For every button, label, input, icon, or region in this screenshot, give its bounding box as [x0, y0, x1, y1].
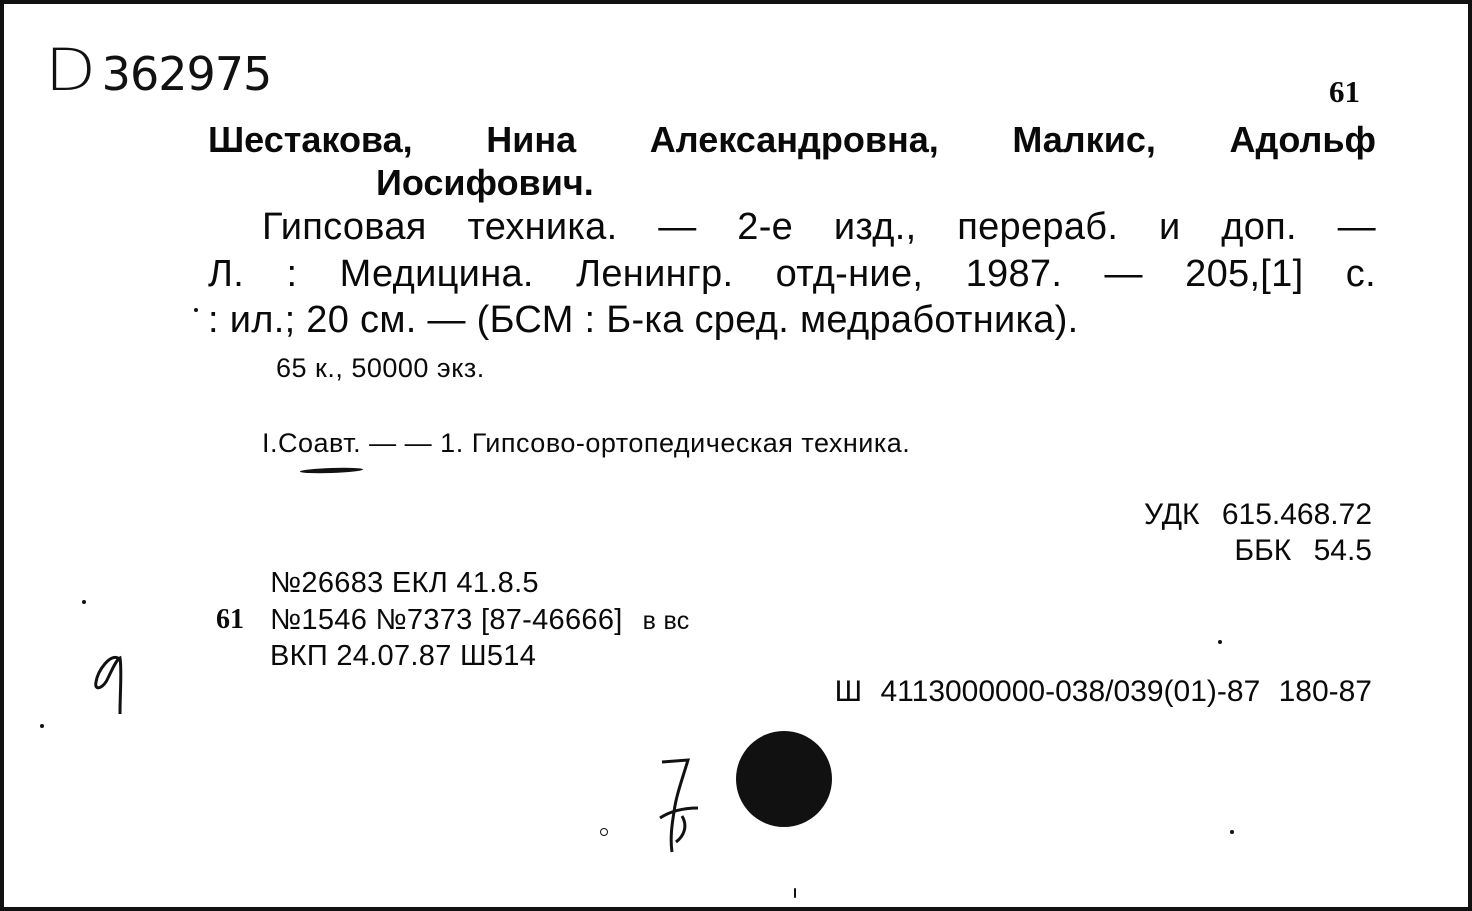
isbn-code-line: Ш 4113000000-038/039(01)-87 180-87: [834, 675, 1372, 708]
speck: [82, 600, 86, 604]
accession-digits: 362975: [101, 47, 272, 101]
author-word: Александровна,: [649, 119, 939, 160]
desc-word: техника.: [467, 206, 618, 248]
desc-word: и: [1158, 206, 1181, 248]
technical-line-2-main: №1546 №7373 [87-46666]: [270, 604, 623, 636]
speck: [194, 308, 198, 312]
desc-word: 2-е: [737, 206, 794, 248]
author-line-2: Иосифович.: [376, 162, 594, 203]
desc-word: доп.: [1221, 206, 1297, 248]
speck: [40, 724, 44, 728]
handwritten-mark-left: [90, 652, 140, 720]
desc-word: Л.: [208, 253, 245, 295]
accession-number: [44, 36, 272, 104]
author-word: Шестакова,: [208, 119, 413, 160]
desc-word: Ленингр.: [576, 253, 734, 295]
desc-word: с.: [1345, 253, 1376, 295]
price-and-print-run: 65 к., 50000 экз.: [276, 353, 485, 383]
author-word: Адольф: [1229, 119, 1376, 160]
desc-word: —: [658, 206, 697, 248]
speck: [1218, 640, 1222, 644]
card-number: 61: [1329, 74, 1360, 109]
author-line-1: [208, 119, 1376, 161]
desc-word: —: [1104, 253, 1143, 295]
punch-hole: [736, 731, 832, 827]
technical-line-2: [270, 604, 690, 637]
author-word: Нина: [486, 119, 577, 160]
speck: [600, 828, 608, 836]
desc-word: 205,[1]: [1185, 253, 1304, 295]
desc-word: отд-ние,: [775, 253, 924, 295]
tracing-roman-numeral: I.: [262, 428, 279, 458]
bbk-code: ББК 54.5: [1234, 534, 1372, 567]
description-line-2: [208, 253, 1376, 296]
desc-word: Медицина.: [339, 253, 534, 295]
desc-word: 1987.: [965, 253, 1063, 295]
tracing-coauthor: Соавт.: [278, 428, 362, 458]
desc-word: :: [286, 253, 298, 295]
accession-prefix: D: [44, 36, 95, 104]
technical-line-1: №26683 ЕКЛ 41.8.5: [270, 567, 539, 599]
desc-word: перераб.: [957, 206, 1119, 248]
description-line-3: : ил.; 20 см. — (БСМ : Б-ка сред. медработника).: [208, 299, 1079, 341]
description-line-1: [208, 206, 1376, 249]
handwritten-mark-7: [654, 756, 714, 856]
desc-word: Гипсовая: [262, 206, 427, 248]
udk-code: УДК 615.468.72: [1144, 498, 1372, 531]
technical-line-2-suffix: в вс: [642, 607, 690, 635]
tracings: [262, 428, 910, 459]
technical-card-number: 61: [216, 604, 244, 635]
desc-word: изд.,: [833, 206, 917, 248]
speck: [794, 888, 796, 898]
tracing-subject: — — 1. Гипсово-ортопедическая техника.: [361, 428, 911, 458]
desc-word: —: [1337, 206, 1376, 248]
technical-line-3: ВКП 24.07.87 Ш514: [270, 640, 537, 672]
author-word: Малкис,: [1012, 119, 1156, 160]
speck: [1230, 830, 1234, 834]
